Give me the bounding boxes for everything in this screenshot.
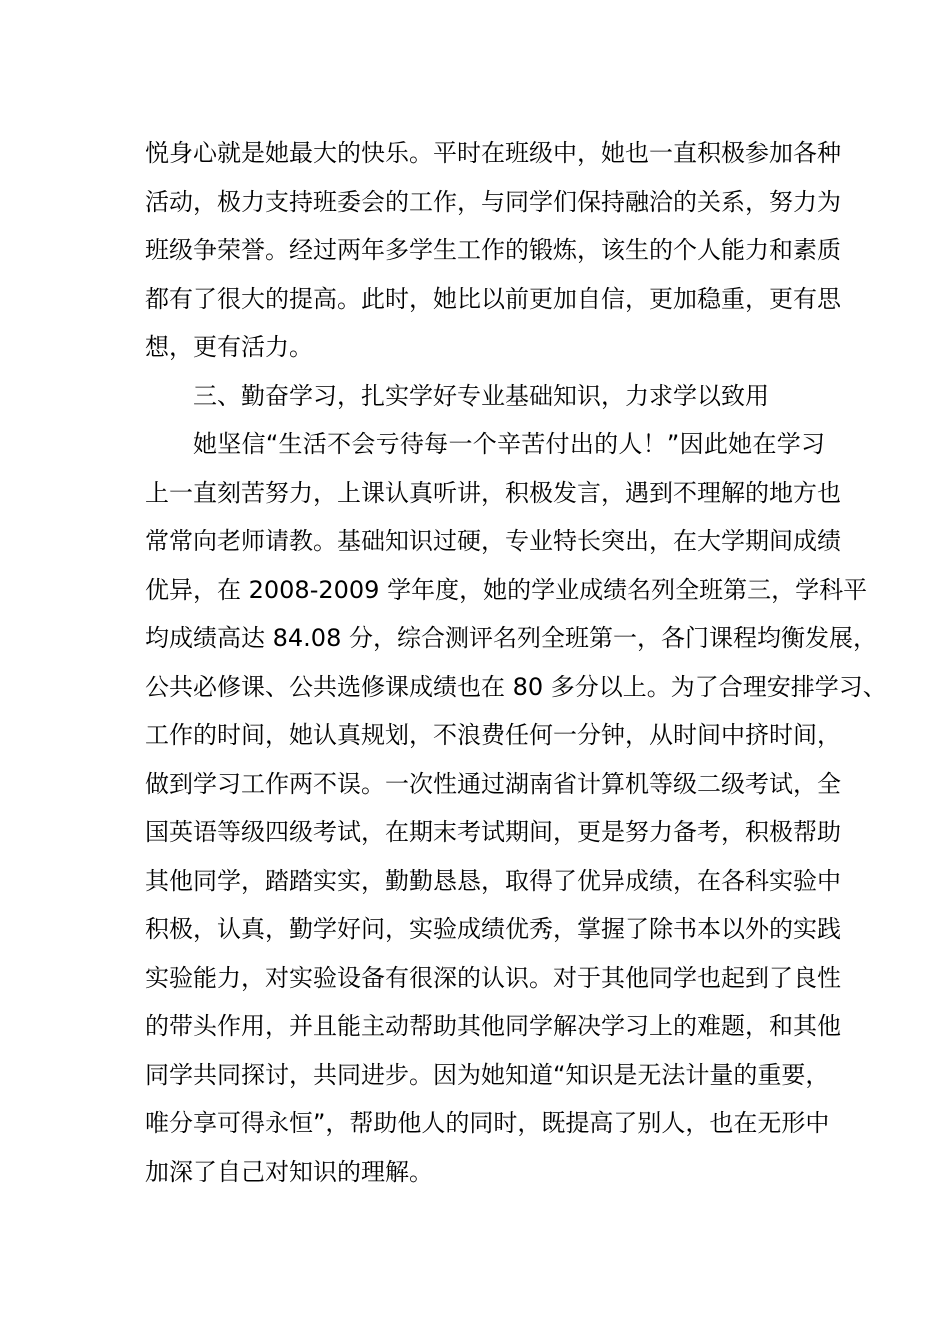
paragraph-line: 优异，在 2008-2009 学年度，她的学业成绩名列全班第三，学科平: [145, 575, 868, 604]
paragraph-line: 同学共同探讨，共同进步。因为她知道“知识是无法计量的重要，: [145, 1060, 830, 1089]
paragraph-line: 的带头作用，并且能主动帮助其他同学解决学习上的难题，和其他: [145, 1012, 841, 1040]
paragraph-line: 都有了很大的提高。此时，她比以前更加自信，更加稳重，更有思: [145, 284, 841, 313]
paragraph-line: 班级争荣誉。经过两年多学生工作的锻炼，该生的个人能力和素质: [145, 236, 841, 264]
paragraph-line: 做到学习工作两不误。一次性通过湖南省计算机等级二级考试，全: [145, 769, 841, 798]
paragraph-line: 悦身心就是她最大的快乐。平时在班级中，她也一直积极参加各种: [145, 139, 841, 167]
paragraph-line: 其他同学，踏踏实实，勤勤恳恳，取得了优异成绩，在各科实验中: [145, 866, 841, 895]
paragraph-line: 国英语等级四级考试，在期末考试期间，更是努力备考，积极帮助: [145, 818, 841, 846]
paragraph-line: 均成绩高达 84.08 分，综合测评名列全班第一，各门课程均衡发展，: [145, 624, 877, 652]
paragraph-line: 想，更有活力。: [145, 333, 313, 361]
body-text: [145, 129, 887, 1196]
paragraph-line: 实验能力，对实验设备有很深的认识。对于其他同学也起到了良性: [145, 963, 841, 992]
paragraph-line: 公共必修课、公共选修课成绩也在 80 多分以上。为了合理安排学习、: [145, 672, 887, 701]
section-heading: 三、勤奋学习，扎实学好专业基础知识，力求学以致用: [193, 381, 769, 410]
paragraph-line: 唯分享可得永恒”，帮助他人的同时，既提高了别人，也在无形中: [145, 1109, 830, 1137]
paragraph-line: 加深了自己对知识的理解。: [145, 1157, 433, 1186]
paragraph-line: 活动，极力支持班委会的工作，与同学们保持融洽的关系，努力为: [145, 187, 841, 216]
paragraph-line: 她坚信“生活不会亏待每一个辛苦付出的人！”因此她在学习: [193, 430, 825, 458]
paragraph-line: 常常向老师请教。基础知识过硬，专业特长突出，在大学期间成绩: [145, 527, 841, 555]
paragraph-line: 上一直刻苦努力，上课认真听讲，积极发言，遇到不理解的地方也: [145, 478, 841, 507]
paragraph-line: 工作的时间，她认真规划，不浪费任何一分钟，从时间中挤时间，: [145, 721, 841, 749]
paragraph-line: 积极，认真，勤学好问，实验成绩优秀，掌握了除书本以外的实践: [145, 915, 841, 943]
